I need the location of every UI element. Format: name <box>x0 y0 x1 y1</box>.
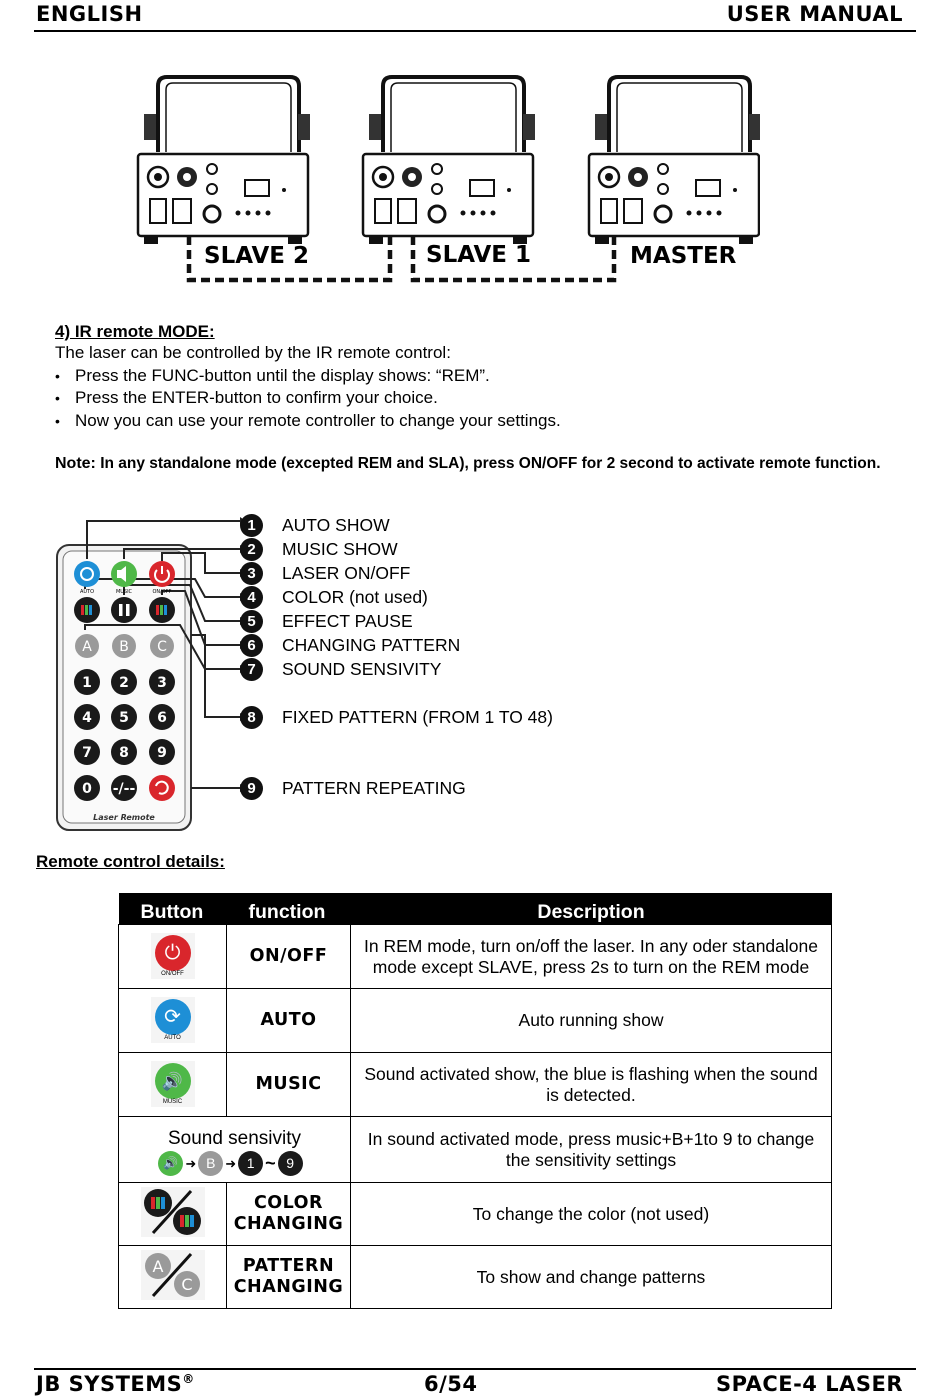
table-header-row <box>119 893 832 925</box>
arrow-icon: ➜ <box>185 1155 197 1171</box>
remote-letter-c: C <box>157 639 167 655</box>
remote-digit-7: 7 <box>82 745 92 761</box>
remote-digit-6: 6 <box>157 710 167 726</box>
remote-label-auto: AUTO <box>79 589 95 595</box>
laser-unit-slave2 <box>138 77 310 244</box>
table-row <box>119 1053 832 1117</box>
note-label: Note: <box>55 455 96 472</box>
remote-digit-9: 9 <box>157 745 167 761</box>
ir-bullet-3: • Now you can use your remote controller to change your settings. <box>55 410 561 432</box>
table-row <box>119 989 832 1053</box>
svg-text:-/--: -/-- <box>112 781 136 797</box>
remote-illustration <box>55 515 245 835</box>
legend-item-9: 9 PATTERN REPEATING <box>240 777 263 800</box>
remote-digit-8: 8 <box>119 745 129 761</box>
music-icon: 🔊 <box>158 1151 183 1176</box>
svg-text:C: C <box>180 1274 193 1294</box>
header-title: USER MANUAL <box>726 2 903 26</box>
header-language: ENGLISH <box>36 2 143 26</box>
remote-caption: Laser Remote <box>93 813 155 822</box>
header-button: Button <box>119 893 227 925</box>
legend-item-2: 2 MUSIC SHOW <box>240 538 263 561</box>
remote-digit-1: 1 <box>82 675 92 691</box>
description-onoff: In REM mode, turn on/off the laser. In any oder standalone mode except SLAVE, press 2s to turn on the REM mode <box>351 925 832 989</box>
remote-details-table <box>118 893 832 1309</box>
color-change-icon <box>141 1187 205 1237</box>
label-master: MASTER <box>630 243 737 269</box>
description-music: Sound activated show, the blue is flashing when the sound is detected. <box>351 1053 832 1117</box>
remote-label-onoff: ON/OFF <box>152 589 172 595</box>
footer-rule <box>34 1368 916 1370</box>
pattern-change-icon <box>141 1250 205 1300</box>
remote-digit-4: 4 <box>82 710 92 726</box>
power-icon: ⏻ <box>155 935 191 971</box>
remote-label-music: MUSIC <box>115 589 133 595</box>
auto-icon: ⟳ <box>155 999 191 1035</box>
details-title: Remote control details: <box>36 852 225 871</box>
page-number: 6/54 <box>424 1372 478 1396</box>
sound-sensivity-cell <box>119 1117 351 1183</box>
remote-digit-3: 3 <box>157 675 167 691</box>
legend-item-4: 4 COLOR (not used) <box>240 586 263 609</box>
header-function: function <box>227 893 351 925</box>
auto-icon-cell: ⟳ AUTO <box>119 989 227 1053</box>
remote-letter-a: A <box>82 639 92 655</box>
footer-product: SPACE-4 LASER <box>715 1372 903 1396</box>
header-rule <box>34 30 916 32</box>
laser-unit-slave1 <box>363 77 535 244</box>
function-music: MUSIC <box>227 1053 351 1117</box>
note <box>55 454 913 474</box>
speaker-icon: 🔊 <box>155 1063 191 1099</box>
footer-brand: JB SYSTEMS® <box>36 1372 195 1396</box>
function-auto: AUTO <box>227 989 351 1053</box>
legend-item-7: 7 SOUND SENSIVITY <box>240 658 263 681</box>
table-row <box>119 1246 832 1309</box>
legend-item-1: 1 AUTO SHOW <box>240 514 263 537</box>
laser-unit-master <box>589 77 760 244</box>
label-slave2: SLAVE 2 <box>204 243 309 269</box>
b-key-icon: B <box>198 1151 223 1176</box>
description-color: To change the color (not used) <box>351 1183 832 1246</box>
ir-bullet-2: • Press the ENTER-button to confirm your choice. <box>55 387 561 409</box>
legend-item-8: 8 FIXED PATTERN (FROM 1 TO 48) <box>240 706 263 729</box>
sound-sensivity-label: Sound sensivity <box>167 1127 302 1149</box>
remote-digit-2: 2 <box>119 675 129 691</box>
remote-digit-0: 0 <box>82 781 92 797</box>
description-auto: Auto running show <box>351 989 832 1053</box>
table-row <box>119 1183 832 1246</box>
tilde-icon: ~ <box>265 1152 276 1173</box>
legend-item-3: 3 LASER ON/OFF <box>240 562 263 585</box>
remote-letter-b: B <box>119 639 129 655</box>
header-description: Description <box>351 893 832 925</box>
table-row <box>119 1117 832 1183</box>
ir-intro: The laser can be controlled by the IR remote control: <box>55 343 451 362</box>
daisy-chain-diagram <box>130 72 760 288</box>
arrow-icon: ➜ <box>225 1155 237 1171</box>
sensivity-sequence <box>111 1151 350 1176</box>
description-sensivity: In sound activated mode, press music+B+1to 9 to change the sensitivity settings <box>351 1117 832 1183</box>
legend-item-6: 6 CHANGING PATTERN <box>240 634 263 657</box>
ir-bullets <box>55 365 561 432</box>
function-onoff: ON/OFF <box>227 925 351 989</box>
onoff-icon-cell: ⏻ ON/OFF <box>119 925 227 989</box>
remote-digit-5: 5 <box>119 710 129 726</box>
digit-1-icon: 1 <box>238 1151 263 1176</box>
description-pattern: To show and change patterns <box>351 1246 832 1309</box>
ir-bullet-1: • Press the FUNC-button until the display shows: “REM”. <box>55 365 561 387</box>
ir-mode-title: 4) IR remote MODE: <box>55 322 215 341</box>
legend-item-5: 5 EFFECT PAUSE <box>240 610 263 633</box>
music-icon-cell: 🔊 MUSIC <box>119 1053 227 1117</box>
color-icon-cell <box>119 1183 227 1246</box>
digit-9-icon: 9 <box>278 1151 303 1176</box>
function-color: COLOR CHANGING <box>227 1183 351 1246</box>
label-slave1: SLAVE 1 <box>426 242 531 268</box>
function-pattern: PATTERN CHANGING <box>227 1246 351 1309</box>
note-text: In any standalone mode (excepted REM and SLA), press ON/OFF for 2 second to activate remote function. <box>95 455 881 472</box>
svg-text:A: A <box>152 1256 163 1276</box>
table-row <box>119 925 832 989</box>
pattern-icon-cell <box>119 1246 227 1309</box>
